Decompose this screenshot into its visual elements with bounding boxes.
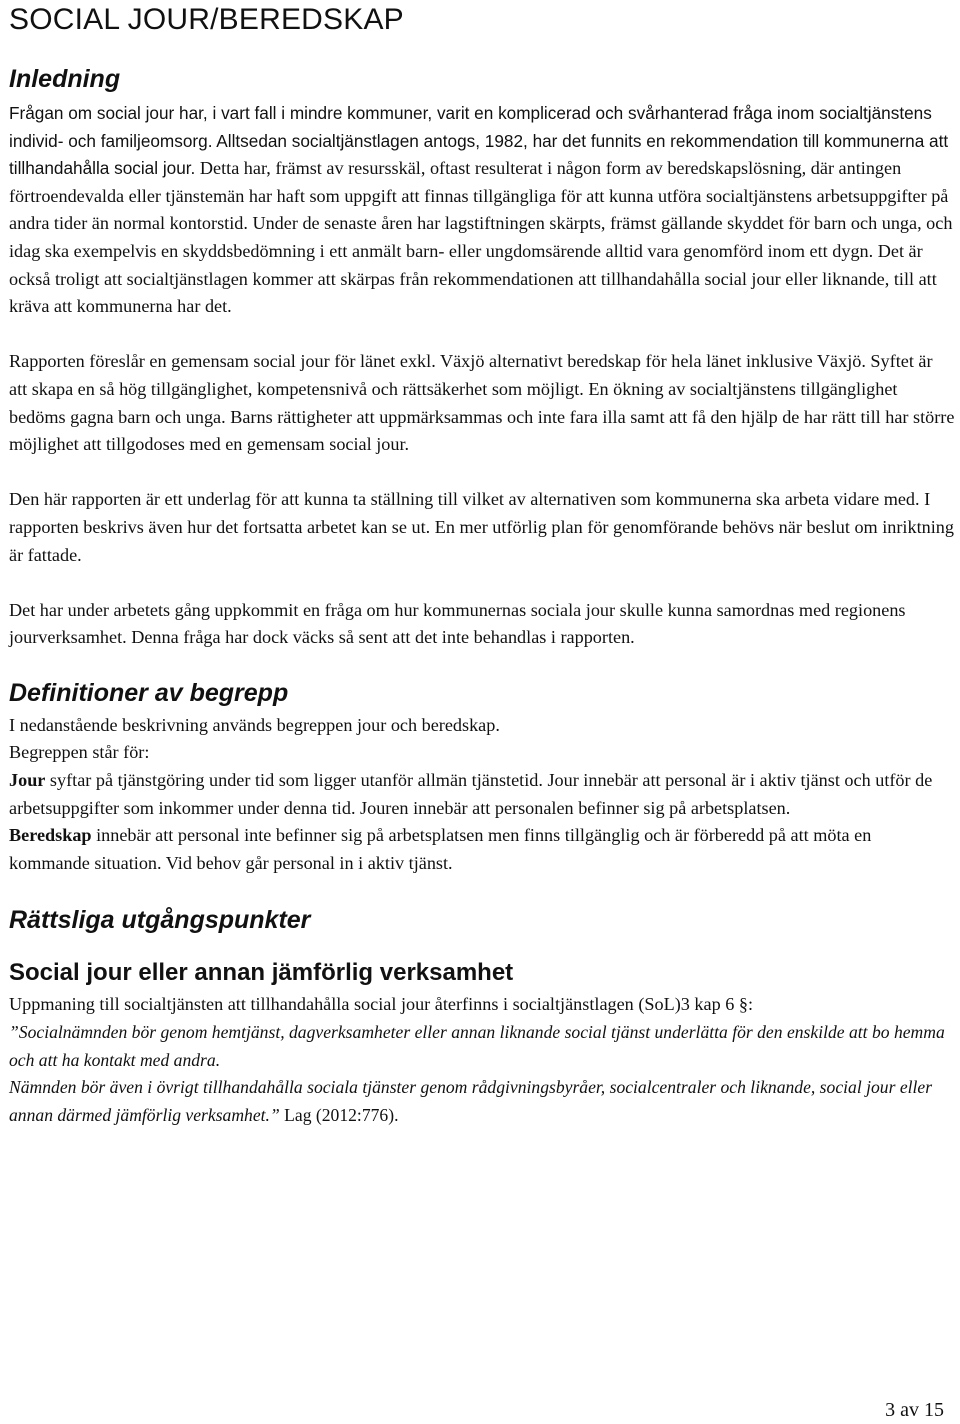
law-quote-part-1: ”Socialnämnden bör genom hemtjänst, dagverksamheter eller annan liknande social tjänst underlätta för den enskilde att bo hemma och att ha kontakt med andra. (9, 1022, 945, 1070)
spacer (9, 569, 955, 597)
definitions-paragraph-2: Begreppen står för: (9, 742, 150, 763)
intro-paragraph-2: Rapporten föreslår en gemensam social jour för länet exkl. Växjö alternativt beredskap för hela länet inklusive Växjö. Syftet är att skapa en så hög tillgänglighet, kompetensnivå och rättsäkerhet som möjligt. En ökning av socialtjänstens tillgänglighet bedöms gagna barn och unga. Barns rättigheter att uppmärksammas och inte fara illa samt att få den hjälp de har rätt till har större möjlighet att tillgodoses med en gemensam social jour. (9, 351, 955, 455)
legal-paragraph-1: Uppmaning till socialtjänsten att tillhandahålla social jour återfinns i socialtjänstlagen (SoL)3 kap 6 §: (9, 994, 753, 1015)
intro-paragraph-4: Det har under arbetets gång uppkommit en fråga om hur kommunernas sociala jour skulle kunna samordnas med regionens jourverksamhet. Denna fråga har dock väcks så sent att det inte behandlas i rapporten. (9, 599, 906, 648)
definitions-paragraph-1: I nedanstående beskrivning används begreppen jour och beredskap. (9, 714, 500, 735)
definition-jour-text: syftar på tjänstgöring under tid som ligger utanför allmän tjänstetid. Jour innebär att personal är i aktiv tjänst och utför de arbetsuppgifter som inkommer under denna tid. Jouren innebär att personalen befinner sig på arbetsplatsen. (9, 770, 933, 818)
page-number: 3 av 15 (885, 1399, 944, 1421)
page-title: SOCIAL JOUR/BEREDSKAP (9, 3, 404, 36)
law-reference: Lag (2012:776). (279, 1104, 399, 1125)
section-heading-rattsliga: Rättsliga utgångspunkter (9, 906, 311, 935)
subsection-heading-social-jour: Social jour eller annan jämförlig verksamhet (9, 959, 514, 987)
section-heading-inledning: Inledning (9, 65, 121, 93)
spacer (9, 321, 955, 349)
document-page (9, 0, 955, 1129)
intro-paragraph-1-sans: Frågan om social jour har, i vart fall i mindre kommuner, varit en komplicerad och svårhanterad fråga inom socialtjänstens individ- och familjeomsorg. Alltsedan socialtjänstlagen antogs, 1982, har det funnits en rekommendation till kommunerna att tillhandahålla social jour. (9, 103, 949, 179)
intro-paragraph-3: Den här rapporten är ett underlag för att kunna ta ställning till vilket av alternativen som kommunerna ska arbeta vidare med. I rapporten beskrivs även hur det fortsatta arbetet kan se ut. En mer utförlig plan för genomförande behövs när beslut om inriktning är fattade. (9, 489, 954, 565)
section-heading-definitioner: Definitioner av begrepp (9, 678, 289, 707)
term-jour: Jour (9, 770, 46, 791)
definition-beredskap-text: innebär att personal inte befinner sig på arbetsplatsen men finns tillgänglig och är förberedd på att möta en kommande situation. Vid behov går personal in i aktiv tjänst. (9, 825, 872, 873)
intro-paragraph-1 (9, 100, 955, 321)
spacer (9, 459, 955, 487)
law-quote-part-2 (9, 1074, 955, 1129)
law-quote-part-2-text: Nämnden bör även i övrigt tillhandahålla sociala tjänster genom rådgivningsbyråer, socialcentraler och liknande, social jour eller annan därmed jämförlig verksamhet.” (9, 1077, 933, 1125)
definition-beredskap (9, 822, 955, 877)
definition-jour (9, 767, 955, 822)
intro-paragraph-1-serif: Detta har, främst av resursskäl, oftast resulterat i någon form av beredskapslösning, där antingen förtroendevalda eller tjänstemän har haft som uppgift att finnas tillgängliga för att kunna utföra socialtjänstens arbetsuppgifter på andra tider än normal kontorstid. Under de senaste åren har lagstiftningen skärpts, främst gällande skyddet för barn och unga, och idag ska exempelvis en skyddsbedömning i ett anmält barn- eller ungdomsärende alltid vara genomförd inom ett dygn. Det är också troligt att socialtjänstlagen kommer att skärpas från rekommendationen att tillhandahålla social jour eller liknande, till att kräva att kommunerna har det. (9, 158, 953, 317)
law-quote (9, 1019, 955, 1129)
term-beredskap: Beredskap (9, 825, 92, 846)
